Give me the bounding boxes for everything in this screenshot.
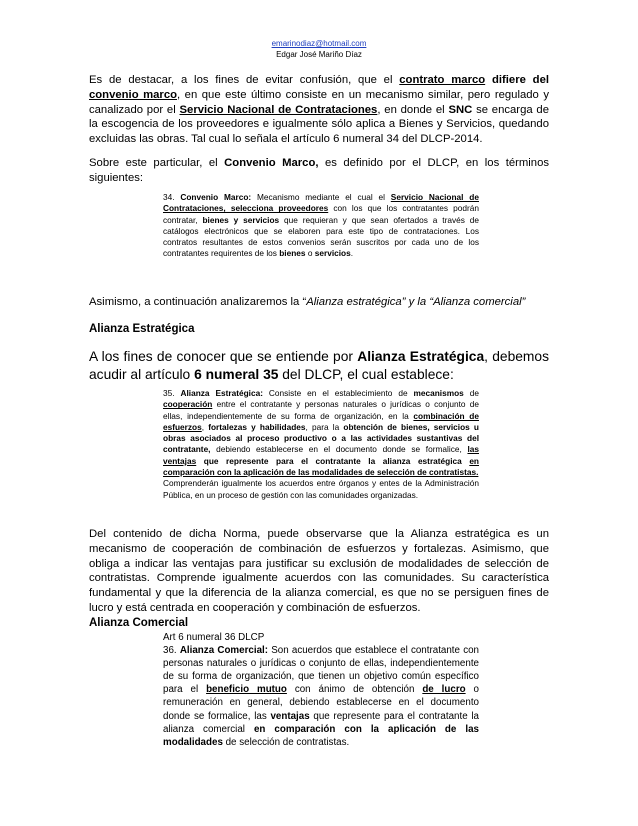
text-run: Sobre este particular, el bbox=[89, 157, 225, 169]
text-run: , para la bbox=[305, 421, 344, 432]
term-snc-abbrev: SNC bbox=[448, 103, 473, 116]
heading-alianza-estrategica: Alianza Estratégica bbox=[89, 323, 195, 335]
term-mecanismos: mecanismos bbox=[413, 388, 464, 398]
term-snc: Servicio Nacional de Contrataciones bbox=[179, 103, 378, 116]
article-reference: Art 6 numeral 36 DLCP bbox=[163, 632, 265, 643]
term-obtencion: obtención de bienes, servicios u obras asociados al proceso productivo o a las actividades sustantivas del contratante, bbox=[163, 421, 479, 455]
text-run: con ánimo de obtención bbox=[286, 684, 423, 696]
heading-alianza-comercial: Alianza Comercial bbox=[89, 617, 189, 629]
article-36-text bbox=[163, 644, 479, 749]
term-convenio-marco: Convenio Marco, bbox=[224, 157, 319, 169]
text-run: , debemos acudir al artículo bbox=[89, 349, 549, 382]
term-combinacion-esfuerzos: combinación de esfuerzos bbox=[163, 410, 479, 432]
term-convenio-marco: convenio marco bbox=[89, 88, 178, 101]
text-run: 36. bbox=[163, 645, 180, 657]
term-6-numeral-35: 6 numeral 35 bbox=[194, 367, 279, 382]
text-run: Consiste en el establecimiento de bbox=[262, 388, 414, 398]
author-name: Edgar José Mariño Díaz bbox=[276, 50, 362, 59]
term-alianzas: Alianza estratégica” y la “Alianza comercial” bbox=[306, 296, 526, 308]
term-contrato-marco: contrato marco bbox=[399, 74, 486, 86]
paragraph-contrato-marco bbox=[89, 73, 549, 147]
text-run: es definido por el DLCP, en los términos siguientes: bbox=[89, 157, 550, 184]
term-bienes: bienes bbox=[279, 248, 306, 259]
text-run: del DLCP, el cual establece: bbox=[278, 367, 454, 382]
text-run: de bbox=[463, 388, 479, 398]
term-en-comparacion: en comparación con la aplicación de las modalidades de selección de contratistas. bbox=[163, 455, 479, 478]
text-run: se encarga de la escogencia de los proveedores e igualmente sólo aplica a Bienes y Servicios, quedando excluidas las obras. Tal cual lo señala el artículo 6 numeral 34 del DLCP-2014. bbox=[89, 103, 549, 146]
text-run: que requieran y que sean ofertados a través de catálogos electrónicos que se elaboren para este tipo de contrataciones. Los contratos resultantes de estos convenios serán suscritos por cada uno de los contratantes requirentes de los bbox=[163, 214, 479, 259]
term-fortalezas: fortalezas y habilidades bbox=[208, 421, 306, 432]
text-run: , en que este último consiste en un mecanismo similar, pero regulado y canalizado por el bbox=[89, 88, 549, 116]
quote-article-35 bbox=[163, 388, 479, 501]
text-run: . bbox=[350, 248, 354, 259]
text-run: Son acuerdos que establece el contratante con personas naturales o jurídicas o conjunto de ellas, independientemente de su forma de organización, que tienen un objetivo común específico para el bbox=[163, 645, 479, 696]
text-run: Asimismo, a continuación analizaremos la “ bbox=[89, 296, 307, 308]
term-alianza-estrategica: Alianza Estratégica: bbox=[180, 388, 263, 398]
term-bienes-servicios: bienes y servicios bbox=[202, 214, 280, 225]
text-run: A los fines de conocer que se entiende por bbox=[89, 349, 358, 364]
term-ventajas: ventajas bbox=[270, 710, 310, 722]
text-run: Mecanismo mediante el cual el bbox=[251, 192, 391, 202]
paragraph-analisis: Del contenido de dicha Norma, puede observarse que la Alianza estratégica es un mecanismo de cooperación de combinación de esfuerzos y fortalezas. Asimismo, que obliga a indicar las ventajas para justificar su exclusión de modalidades de selección de contratistas. Comprende igualmente acuerdos con las comunidades. Su característica fundamental y que la diferencia de la alianza comercial, es que no se persiguen fines de lucro y está centrada en cooperación y combinación de esfuerzos. bbox=[89, 528, 549, 614]
term-las-ventajas: las ventajas bbox=[163, 444, 479, 466]
term-beneficio-mutuo: beneficio mutuo bbox=[206, 684, 287, 696]
text-run: , en donde el bbox=[377, 103, 449, 116]
term-de-lucro: de lucro bbox=[422, 684, 466, 696]
quote-article-36 bbox=[163, 631, 479, 749]
term-alianza-comercial: Alianza Comercial: bbox=[179, 645, 268, 657]
term-que-represente: que represente para el contratante la alianza estratégica bbox=[203, 455, 462, 466]
term-cooperacion: cooperación bbox=[163, 399, 213, 410]
text-run: o bbox=[305, 248, 315, 259]
paragraph-alianza-estrategica-intro bbox=[89, 348, 549, 384]
author-email-link[interactable]: emarinodiaz@hotmail.com bbox=[271, 39, 367, 48]
term-servicios: servicios bbox=[314, 248, 351, 259]
page-header bbox=[0, 38, 638, 60]
term-alianza-estrategica: Alianza Estratégica bbox=[357, 349, 485, 364]
text-run: Es de destacar, a los fines de evitar confusión, que el bbox=[89, 74, 400, 86]
text-run: o remuneración en general, debiendo establecerse en el documento donde se formalice, las bbox=[163, 684, 479, 722]
term-convenio-marco: Convenio Marco: bbox=[180, 192, 252, 202]
term-en-comparacion: en comparación con la aplicación de las modalidades bbox=[163, 723, 479, 748]
text-run: debiendo establecerse en el documento donde se formalice, bbox=[210, 444, 468, 455]
text-run bbox=[196, 456, 204, 466]
text-run: de selección de contratistas. bbox=[222, 736, 350, 748]
text-run: entre el contratante y personas naturales o jurídicas o conjunto de ellas, independientemente de su forma de organización, en la bbox=[163, 399, 479, 421]
quote-article-34 bbox=[163, 192, 479, 260]
text-run: Comprenderán igualmente los acuerdos entre órganos y entes de la Administración Pública, en un proceso de gestión con las comunidades organizadas. bbox=[163, 478, 479, 500]
paragraph-alianzas-intro bbox=[89, 295, 549, 310]
text-run: 34. bbox=[163, 192, 181, 202]
term-snc-selecciona: Servicio Nacional de Contrataciones, selecciona proveedores bbox=[163, 192, 479, 214]
text-run: con los que los contratantes podrán contratar, bbox=[163, 203, 479, 225]
text-run: , bbox=[201, 421, 209, 432]
text-run: difiere del bbox=[485, 74, 549, 86]
paragraph-convenio-intro bbox=[89, 156, 549, 186]
text-run: que represente para el contratante la alianza comercial bbox=[163, 710, 479, 735]
text-run: 35. bbox=[163, 388, 181, 398]
